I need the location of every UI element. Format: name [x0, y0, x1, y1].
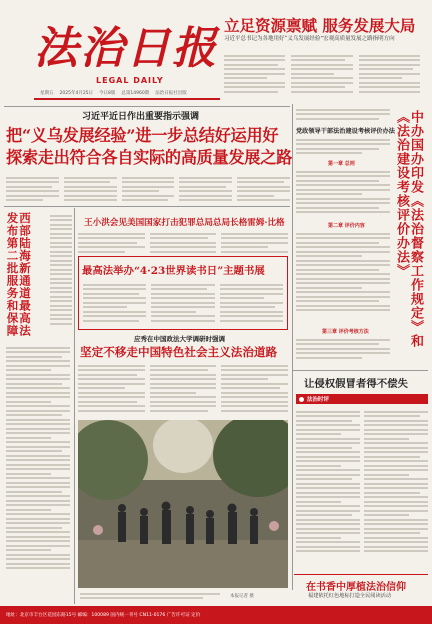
info-weekday: 星期五 [40, 91, 54, 96]
bottom-box-headline: 在书香中厚植法治信仰 [306, 582, 406, 593]
masthead-subtitle: LEGAL DAILY [96, 76, 164, 85]
right-doc-section-2: 第二章 评价内容 [328, 223, 365, 229]
bottom-box-subhead: 福建依托红色地标打造全民阅读活动 [308, 593, 392, 599]
reading-box [78, 256, 288, 330]
left-side-body [50, 212, 72, 340]
right-doc-body-1 [296, 168, 390, 220]
right-doc-body-3 [296, 336, 390, 366]
right-doc-preamble [296, 136, 390, 158]
commentary-icon [299, 397, 304, 402]
lead-headline-line2: 探索走出符合各自实际的高质量发展之路 [6, 148, 292, 167]
photo-caption-body [80, 590, 220, 602]
commentary-column-label: 法治时评 [307, 397, 330, 403]
left-column-body [6, 344, 70, 600]
right-doc-title: 党政领导干部法治建设考核评价办法 [296, 128, 395, 135]
top-right-subhead: 习近平总书记为各地用好“义乌发展经验”宏观高质量发展之路指明方向 [224, 36, 395, 42]
info-pages: 今日8版 [99, 91, 116, 96]
right-doc-section-3: 第三章 评价考核方法 [322, 329, 369, 335]
lead-kicker: 习近平近日作出重要指示强调 [82, 112, 200, 122]
photo-illustration [78, 420, 288, 588]
photo-caption: 本报记者 摄 [230, 594, 254, 599]
school-story-headline: 坚定不移走中国特色社会主义法治道路 [80, 345, 278, 359]
commentary-headline: 让侵权假冒者得不偿失 [304, 378, 408, 390]
masthead-rule [34, 98, 220, 100]
reading-box-headline: 最高法举办“4·23世界读书日”主题书展 [82, 265, 265, 277]
right-doc-section-1: 第一章 总则 [328, 161, 355, 167]
lead-body [6, 174, 290, 204]
info-publisher: 法治日报社出版 [155, 91, 187, 96]
reading-box-body [83, 281, 283, 327]
commentary-label-badge [296, 394, 428, 404]
right-vertical-headline: 中办国办印发《法治督察工作规定》和《法治建设考核评价办法》 [394, 110, 423, 348]
right-doc-body-2 [296, 230, 390, 326]
commentary-body [296, 408, 428, 572]
news-photo [78, 420, 288, 588]
lead-headline-line1: 把“义乌发展经验”进一步总结好运用好 [6, 126, 279, 145]
footer-text: 地址：北京市丰台区花园东路15号 邮编：100089 国内统一刊号 CN11-0176 广告许可证 定价 [6, 613, 201, 618]
masthead-title: 法治日报 [34, 23, 218, 74]
top-right-body [224, 52, 420, 98]
masthead-info-line [40, 90, 187, 96]
info-date: 2025年4月25日 [59, 91, 94, 96]
school-story-kicker: 应秀在中国政法大学调研时强调 [134, 335, 225, 343]
school-story-body [78, 362, 288, 418]
bottom-box [294, 574, 428, 604]
top-right-headline: 立足资源禀赋 服务发展大局 [224, 16, 416, 35]
info-issue: 总第14960期 [121, 91, 150, 96]
left-vertical-headline: 西部陆海新通道最高法发布第二批服务和保障 [5, 212, 32, 337]
mid-banner-body [78, 230, 288, 254]
right-doc-intro [296, 106, 390, 124]
mid-banner-headline: 王小洪会见美国国家打击犯罪总局总局长格雷姆·比格 [84, 218, 285, 228]
footer-bar [0, 606, 432, 624]
